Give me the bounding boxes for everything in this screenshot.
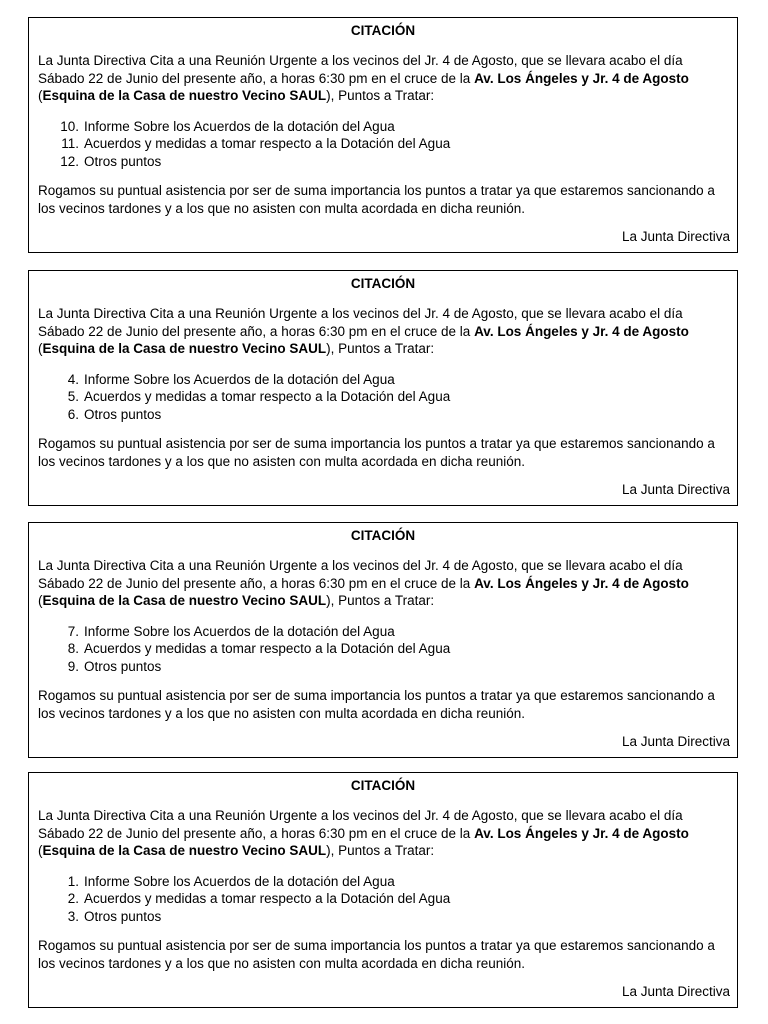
closing-paragraph: Rogamos su puntual asistencia por ser de suma importancia los puntos a tratar ya que estaremos sancionando a los vecinos tardones y a los que no asisten con multa acordada en dicha reunión. [38,183,715,216]
place-text: Esquina de la Casa de nuestro Vecino SAUL [42,593,327,608]
card-title: CITACIÓN [350,276,416,291]
agenda-item-text: Acuerdos y medidas a tomar respecto a la Dotación del Agua [84,389,451,404]
agenda-item-number: 6. [67,406,79,422]
card-body [38,52,729,217]
agenda-item-number: 3. [67,908,79,924]
agenda-item [38,135,729,153]
agenda-item-number: 12. [60,153,79,169]
card-title: CITACIÓN [350,23,416,38]
paren-open: ( [38,88,43,103]
agenda-item [38,388,729,406]
closing-paragraph: Rogamos su puntual asistencia por ser de suma importancia los puntos a tratar ya que estaremos sancionando a los vecinos tardones y a los que no asisten con multa acordada en dicha reunión. [38,436,715,469]
agenda-item-text: Otros puntos [84,908,162,924]
agenda-item [38,873,729,891]
agenda-item [38,908,729,926]
place-text: Esquina de la Casa de nuestro Vecino SAUL [42,341,327,356]
signature: La Junta Directiva [621,734,730,749]
intro-paragraph [38,305,729,358]
agenda-item [38,640,729,658]
intro-text: La Junta Directiva Cita a una Reunión Urgente a los vecinos del Jr. 4 de Agosto, que se llevara acabo el día Sábado 22 de Junio del presente año, a horas 6:30 pm en el cruce de la [38,558,683,591]
card-title: CITACIÓN [350,778,416,793]
agenda-item-number: 2. [67,891,79,906]
closing-paragraph: Rogamos su puntual asistencia por ser de suma importancia los puntos a tratar ya que estaremos sancionando a los vecinos tardones y a los que no asisten con multa acordada en dicha reunión. [38,688,715,721]
intro-end-text: ), Puntos a Tratar: [326,341,435,356]
agenda-item-text: Acuerdos y medidas a tomar respecto a la Dotación del Agua [84,891,451,906]
agenda-list [38,371,729,424]
citation-card [28,522,738,758]
agenda-item-text: Informe Sobre los Acuerdos de la dotación del Agua [84,623,395,639]
intro-text: La Junta Directiva Cita a una Reunión Urgente a los vecinos del Jr. 4 de Agosto, que se llevara acabo el día Sábado 22 de Junio del presente año, a horas 6:30 pm en el cruce de la [38,306,683,339]
agenda-item [38,658,729,676]
paren-open: ( [38,593,43,608]
agenda-item-text: Otros puntos [84,658,162,674]
agenda-item-text: Informe Sobre los Acuerdos de la dotación del Agua [84,873,395,889]
agenda-item [38,890,729,908]
intro-end-text: ), Puntos a Tratar: [326,593,435,608]
location-text: Av. Los Ángeles y Jr. 4 de Agosto [474,70,689,86]
card-body [38,557,729,722]
agenda-item-number: 4. [67,371,79,387]
location-text: Av. Los Ángeles y Jr. 4 de Agosto [474,575,689,591]
agenda-item-number: 9. [67,658,79,674]
location-text: Av. Los Ángeles y Jr. 4 de Agosto [474,825,689,841]
closing-paragraph: Rogamos su puntual asistencia por ser de suma importancia los puntos a tratar ya que estaremos sancionando a los vecinos tardones y a los que no asisten con multa acordada en dicha reunión. [38,938,715,971]
agenda-item-text: Otros puntos [84,406,162,422]
card-body [38,305,729,470]
agenda-item-text: Informe Sobre los Acuerdos de la dotación del Agua [84,371,395,387]
place-text: Esquina de la Casa de nuestro Vecino SAUL [42,88,327,103]
agenda-item-number: 1. [67,873,79,889]
signature: La Junta Directiva [621,229,730,244]
agenda-list [38,873,729,926]
agenda-item-number: 7. [67,623,79,639]
agenda-list [38,118,729,171]
agenda-item-text: Acuerdos y medidas a tomar respecto a la Dotación del Agua [84,641,451,656]
intro-text: La Junta Directiva Cita a una Reunión Urgente a los vecinos del Jr. 4 de Agosto, que se llevara acabo el día Sábado 22 de Junio del presente año, a horas 6:30 pm en el cruce de la [38,808,683,841]
location-text: Av. Los Ángeles y Jr. 4 de Agosto [474,323,689,339]
paren-open: ( [38,843,43,858]
intro-end-text: ), Puntos a Tratar: [326,88,435,103]
agenda-item [38,118,729,136]
card-body [38,807,729,972]
place-text: Esquina de la Casa de nuestro Vecino SAUL [42,843,327,858]
agenda-item-number: 11. [61,136,79,151]
citation-card [28,270,738,506]
agenda-item [38,371,729,389]
intro-paragraph [38,557,729,610]
agenda-item [38,406,729,424]
intro-end-text: ), Puntos a Tratar: [326,843,435,858]
agenda-item-text: Informe Sobre los Acuerdos de la dotación del Agua [84,118,395,134]
card-title: CITACIÓN [350,528,416,543]
citation-card [28,17,738,253]
agenda-item-number: 10. [60,118,79,134]
intro-text: La Junta Directiva Cita a una Reunión Urgente a los vecinos del Jr. 4 de Agosto, que se llevara acabo el día Sábado 22 de Junio del presente año, a horas 6:30 pm en el cruce de la [38,53,683,86]
citation-card [28,772,738,1008]
agenda-item-text: Otros puntos [84,153,162,169]
agenda-list [38,623,729,676]
signature: La Junta Directiva [621,984,730,999]
paren-open: ( [38,341,43,356]
agenda-item-number: 5. [67,389,79,404]
intro-paragraph [38,52,729,105]
intro-paragraph [38,807,729,860]
agenda-item [38,623,729,641]
agenda-item [38,153,729,171]
signature: La Junta Directiva [621,482,730,497]
agenda-item-number: 8. [67,641,79,656]
agenda-item-text: Acuerdos y medidas a tomar respecto a la Dotación del Agua [84,136,451,151]
